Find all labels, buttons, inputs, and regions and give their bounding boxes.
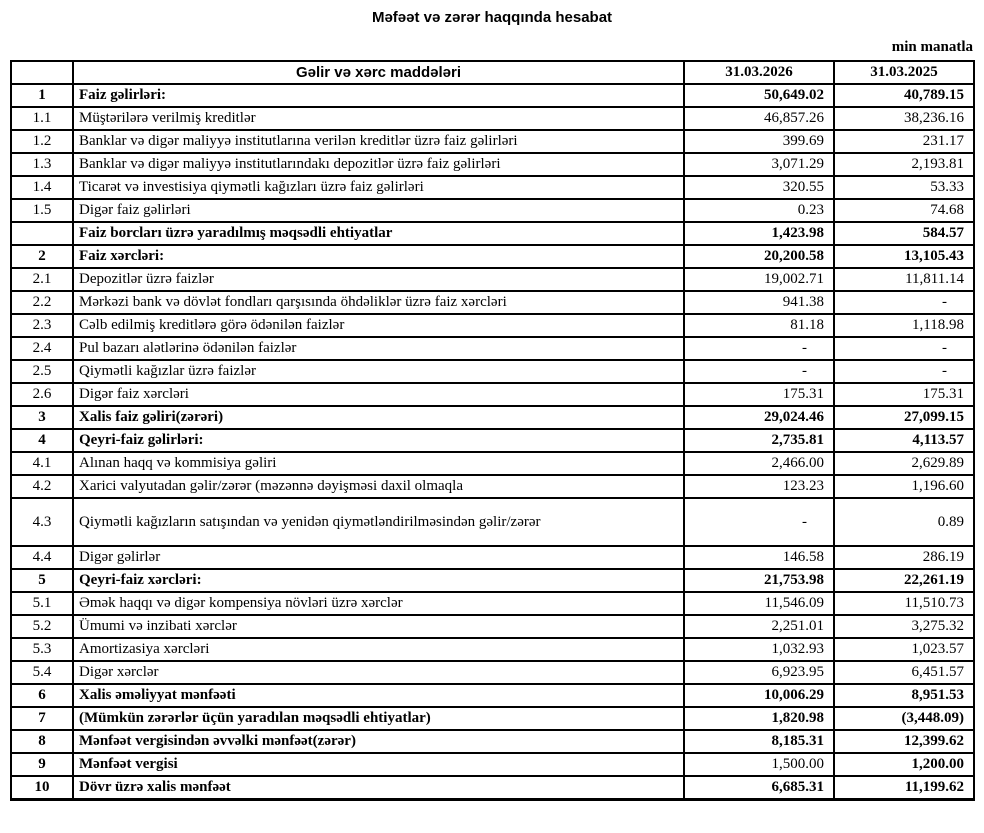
value-2025: 1,023.57 — [834, 638, 974, 661]
table-row — [11, 615, 974, 638]
row-label: Qiymətli kağızlar üzrə faizlər — [73, 360, 684, 383]
table-row — [11, 107, 974, 130]
header-date-2026: 31.03.2026 — [684, 61, 834, 84]
value-2025: - — [834, 337, 974, 360]
row-number: 10 — [11, 776, 73, 799]
value-2025: 12,399.62 — [834, 730, 974, 753]
row-number: 1.1 — [11, 107, 73, 130]
table-row — [11, 452, 974, 475]
value-2026: 320.55 — [684, 176, 834, 199]
row-number: 2.6 — [11, 383, 73, 406]
row-label: (Mümkün zərərlər üçün yaradılan məqsədli ehtiyatlar) — [73, 707, 684, 730]
row-label: Müştərilərə verilmiş kreditlər — [73, 107, 684, 130]
value-2025: 13,105.43 — [834, 245, 974, 268]
row-label: Mərkəzi bank və dövlət fondları qarşısında öhdəliklər üzrə faiz xərcləri — [73, 291, 684, 314]
value-2026: 123.23 — [684, 475, 834, 498]
value-2025: 53.33 — [834, 176, 974, 199]
row-number: 6 — [11, 684, 73, 707]
row-label: Mənfəət vergisindən əvvəlki mənfəət(zərər) — [73, 730, 684, 753]
income-statement-table — [10, 60, 975, 801]
table-row — [11, 730, 974, 753]
table-row — [11, 176, 974, 199]
row-number: 5.1 — [11, 592, 73, 615]
table-row — [11, 222, 974, 245]
table-row — [11, 245, 974, 268]
value-2025: 22,261.19 — [834, 569, 974, 592]
row-label: Digər xərclər — [73, 661, 684, 684]
row-number: 1.2 — [11, 130, 73, 153]
unit-note: min manatla — [891, 39, 973, 55]
row-number: 2.2 — [11, 291, 73, 314]
row-label: Banklar və digər maliyyə institutlarına verilən kreditlər üzrə faiz gəlirləri — [73, 130, 684, 153]
row-number: 2.4 — [11, 337, 73, 360]
value-2026: 50,649.02 — [684, 84, 834, 107]
value-2026: 10,006.29 — [684, 684, 834, 707]
row-label: Xalis faiz gəliri(zərəri) — [73, 406, 684, 429]
value-2026: 21,753.98 — [684, 569, 834, 592]
value-2026: 3,071.29 — [684, 153, 834, 176]
row-label: Xarici valyutadan gəlir/zərər (məzənnə dəyişməsi daxil olmaqla — [73, 475, 684, 498]
value-2025: 175.31 — [834, 383, 974, 406]
value-2025: - — [834, 291, 974, 314]
value-2025: 0.89 — [834, 498, 974, 546]
value-2026: 1,032.93 — [684, 638, 834, 661]
value-2026: 8,185.31 — [684, 730, 834, 753]
value-2025: - — [834, 360, 974, 383]
row-label: Xalis əməliyyat mənfəəti — [73, 684, 684, 707]
value-2025: 1,200.00 — [834, 753, 974, 776]
table-row — [11, 753, 974, 776]
value-2025: (3,448.09) — [834, 707, 974, 730]
row-label: Faiz gəlirləri: — [73, 84, 684, 107]
value-2025: 27,099.15 — [834, 406, 974, 429]
header-item: Gəlir və xərc maddələri — [73, 61, 684, 84]
value-2025: 1,196.60 — [834, 475, 974, 498]
value-2026: - — [684, 360, 834, 383]
row-number: 2.5 — [11, 360, 73, 383]
row-label: Faiz borcları üzrə yaradılmış məqsədli ehtiyatlar — [73, 222, 684, 245]
header-date-2025: 31.03.2025 — [834, 61, 974, 84]
table-row — [11, 130, 974, 153]
row-number — [11, 222, 73, 245]
value-2026: 941.38 — [684, 291, 834, 314]
row-label: Digər gəlirlər — [73, 546, 684, 569]
value-2026: 2,735.81 — [684, 429, 834, 452]
row-number: 5.4 — [11, 661, 73, 684]
row-label: Cəlb edilmiş kreditlərə görə ödənilən faizlər — [73, 314, 684, 337]
row-number: 2 — [11, 245, 73, 268]
value-2025: 38,236.16 — [834, 107, 974, 130]
table-row — [11, 199, 974, 222]
value-2026: 399.69 — [684, 130, 834, 153]
row-label: Digər faiz xərcləri — [73, 383, 684, 406]
value-2025: 11,510.73 — [834, 592, 974, 615]
value-2026: 175.31 — [684, 383, 834, 406]
header-num — [11, 61, 73, 84]
table-row — [11, 360, 974, 383]
row-number: 4.4 — [11, 546, 73, 569]
value-2025: 6,451.57 — [834, 661, 974, 684]
row-number: 4.1 — [11, 452, 73, 475]
row-label: Qeyri-faiz xərcləri: — [73, 569, 684, 592]
row-label: Banklar və digər maliyyə institutlarındakı depozitlər üzrə faiz gəlirləri — [73, 153, 684, 176]
row-number: 1.3 — [11, 153, 73, 176]
value-2026: 1,423.98 — [684, 222, 834, 245]
row-label: Ticarət və investisiya qiymətli kağızları üzrə faiz gəlirləri — [73, 176, 684, 199]
value-2025: 1,118.98 — [834, 314, 974, 337]
table-row — [11, 707, 974, 730]
row-label: Dövr üzrə xalis mənfəət — [73, 776, 684, 799]
value-2026: 20,200.58 — [684, 245, 834, 268]
row-number: 2.1 — [11, 268, 73, 291]
table-row — [11, 153, 974, 176]
row-number: 5.3 — [11, 638, 73, 661]
row-number: 9 — [11, 753, 73, 776]
table-row — [11, 592, 974, 615]
value-2025: 8,951.53 — [834, 684, 974, 707]
value-2025: 11,199.62 — [834, 776, 974, 799]
row-number: 5 — [11, 569, 73, 592]
table-row — [11, 475, 974, 498]
value-2026: 6,923.95 — [684, 661, 834, 684]
value-2025: 11,811.14 — [834, 268, 974, 291]
row-label: Əmək haqqı və digər kompensiya növləri üzrə xərclər — [73, 592, 684, 615]
value-2026: - — [684, 498, 834, 546]
value-2026: 29,024.46 — [684, 406, 834, 429]
value-2026: 81.18 — [684, 314, 834, 337]
row-label: Amortizasiya xərcləri — [73, 638, 684, 661]
table-row — [11, 268, 974, 291]
row-label: Alınan haqq və kommisiya gəliri — [73, 452, 684, 475]
row-number: 5.2 — [11, 615, 73, 638]
table-row — [11, 429, 974, 452]
row-label: Qiymətli kağızların satışından və yenidən qiymətləndirilməsindən gəlir/zərər — [73, 498, 684, 546]
row-number: 2.3 — [11, 314, 73, 337]
value-2026: 1,820.98 — [684, 707, 834, 730]
value-2026: 146.58 — [684, 546, 834, 569]
row-number: 8 — [11, 730, 73, 753]
row-label: Digər faiz gəlirləri — [73, 199, 684, 222]
row-number: 1 — [11, 84, 73, 107]
row-label: Mənfəət vergisi — [73, 753, 684, 776]
value-2025: 2,193.81 — [834, 153, 974, 176]
row-number: 3 — [11, 406, 73, 429]
table-row — [11, 383, 974, 406]
table-row — [11, 776, 974, 799]
table-body — [11, 84, 974, 799]
value-2026: - — [684, 337, 834, 360]
value-2025: 2,629.89 — [834, 452, 974, 475]
table-header-row — [11, 61, 974, 84]
row-label: Faiz xərcləri: — [73, 245, 684, 268]
value-2025: 584.57 — [834, 222, 974, 245]
row-number: 1.4 — [11, 176, 73, 199]
value-2026: 11,546.09 — [684, 592, 834, 615]
value-2025: 286.19 — [834, 546, 974, 569]
row-label: Pul bazarı alətlərinə ödənilən faizlər — [73, 337, 684, 360]
value-2026: 2,466.00 — [684, 452, 834, 475]
table-row — [11, 291, 974, 314]
table-row — [11, 406, 974, 429]
value-2026: 6,685.31 — [684, 776, 834, 799]
row-label: Depozitlər üzrə faizlər — [73, 268, 684, 291]
table-row — [11, 84, 974, 107]
row-number: 1.5 — [11, 199, 73, 222]
table-row — [11, 337, 974, 360]
page-title: Məfəət və zərər haqqında hesabat — [371, 9, 613, 26]
value-2026: 19,002.71 — [684, 268, 834, 291]
row-number: 4.3 — [11, 498, 73, 546]
table-row — [11, 314, 974, 337]
value-2025: 40,789.15 — [834, 84, 974, 107]
value-2025: 4,113.57 — [834, 429, 974, 452]
row-number: 7 — [11, 707, 73, 730]
value-2026: 0.23 — [684, 199, 834, 222]
row-label: Qeyri-faiz gəlirləri: — [73, 429, 684, 452]
row-label: Ümumi və inzibati xərclər — [73, 615, 684, 638]
value-2025: 3,275.32 — [834, 615, 974, 638]
table-row — [11, 638, 974, 661]
table-row — [11, 546, 974, 569]
row-number: 4 — [11, 429, 73, 452]
row-number: 4.2 — [11, 475, 73, 498]
table-row — [11, 684, 974, 707]
table-row — [11, 498, 974, 546]
value-2026: 1,500.00 — [684, 753, 834, 776]
value-2026: 46,857.26 — [684, 107, 834, 130]
value-2026: 2,251.01 — [684, 615, 834, 638]
value-2025: 74.68 — [834, 199, 974, 222]
table-row — [11, 661, 974, 684]
value-2025: 231.17 — [834, 130, 974, 153]
table-row — [11, 569, 974, 592]
